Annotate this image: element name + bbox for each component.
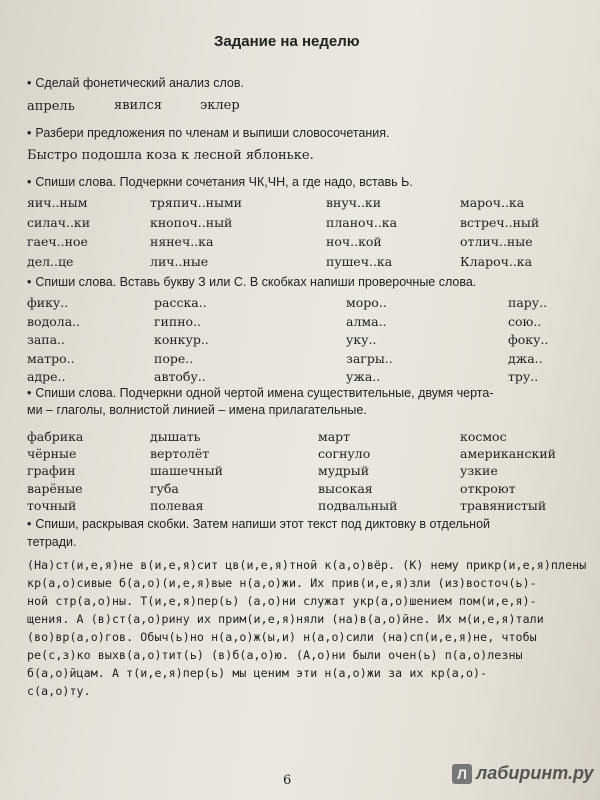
- bullet-icon: •: [27, 76, 32, 90]
- task4-word: поре..: [154, 350, 194, 366]
- task5-word: травянистый: [460, 497, 547, 513]
- task5-word: подвальный: [318, 497, 398, 513]
- task3-word: яич..ным: [27, 195, 88, 210]
- task5-word: космос: [460, 429, 507, 444]
- task5-instruction-text: Спиши слова. Подчеркни одной чертой имена существительные, двумя черта-: [35, 386, 494, 400]
- task4-word: гипно..: [154, 313, 202, 329]
- task6-text-line: с(а,о)ту.: [27, 684, 91, 698]
- task4-word: фоку..: [508, 332, 549, 347]
- task5-word: узкие: [460, 463, 498, 479]
- task1-word: эклер: [200, 98, 240, 113]
- task5-word: полевая: [150, 497, 204, 513]
- task1-instruction: [27, 76, 244, 90]
- task3-word: Клароч..ка: [460, 253, 533, 269]
- task6-text-line: кр(а,о)сивые б(а,о)(и,е,я)вые н(а,о)жи. Их прив(и,е,я)зли (из)восточ(ь)-: [27, 576, 537, 590]
- bullet-icon: •: [27, 386, 32, 400]
- task4-word: ужа..: [346, 369, 381, 384]
- task3-word: планоч..ка: [326, 214, 398, 230]
- task4-instruction: [27, 275, 476, 289]
- bullet-icon: •: [27, 175, 32, 189]
- task6-text-line: (На)ст(и,е,я)не в(и,е,я)сит цв(и,е,я)тной к(а,о)вёр. (К) нему прикр(и,е,я)плены: [27, 558, 587, 572]
- task1-instruction-text: Сделай фонетический анализ слов.: [35, 76, 244, 90]
- task4-word: джа..: [508, 350, 543, 366]
- task3-word: силач..ки: [27, 214, 91, 230]
- task5-word: точный: [27, 497, 77, 513]
- task3-word: внуч..ки: [326, 195, 382, 210]
- bullet-icon: •: [27, 126, 32, 140]
- task2-instruction: [27, 126, 390, 140]
- task4-word: автобу..: [154, 369, 206, 384]
- task3-word: мароч..ка: [460, 195, 525, 210]
- task3-word: дел..це: [27, 253, 74, 269]
- task2-instruction-text: Разбери предложения по членам и выпиши словосочетания.: [35, 126, 390, 140]
- task4-word: пару..: [508, 295, 548, 310]
- task5-instruction-line2: ми – глаголы, волнистой линией – имена прилагательные.: [27, 403, 367, 417]
- task4-word: загры..: [346, 350, 393, 366]
- task4-word: матро..: [27, 350, 75, 366]
- task5-word: дышать: [150, 429, 201, 444]
- task5-word: шашечный: [150, 463, 223, 479]
- task6-instruction-line2: тетради.: [27, 535, 77, 549]
- task5-instruction-line1: [27, 386, 494, 400]
- task4-word: моро..: [346, 295, 387, 310]
- page-number: 6: [283, 773, 292, 788]
- page-title: Задание на неделю: [214, 33, 360, 50]
- task3-instruction: [27, 175, 413, 189]
- task3-word: отлич..ные: [460, 234, 533, 249]
- task4-word: тру..: [508, 369, 539, 384]
- task5-word: чёрные: [27, 446, 77, 462]
- task6-text-line: ной стр(а,о)ны. Т(и,е,я)пер(ь) (а,о)ни служат укр(а,о)шением пом(и,е,я)-: [27, 594, 537, 608]
- task5-word: губа: [150, 480, 179, 496]
- task5-word: фабрика: [27, 429, 84, 444]
- task6-text-line: б(а,о)йцам. А т(и,е,я)пер(ь) мы ценим эти н(а,о)жи за их кр(а,о)-: [27, 666, 488, 680]
- task5-word: графин: [27, 463, 76, 479]
- task6-text-line: ре(с,з)ко выхв(а,о)тит(ь) (в)б(а,о)ю. (А,о)ни были очен(ь) п(а,о)лезны: [27, 648, 523, 662]
- task4-word: конкур..: [154, 332, 209, 347]
- task5-word: вертолёт: [150, 446, 210, 462]
- task4-word: фику..: [27, 295, 69, 310]
- task4-instruction-text: Спиши слова. Вставь букву З или С. В скобках напиши проверочные слова.: [35, 275, 477, 289]
- task5-word: согнуло: [318, 446, 371, 462]
- task3-word: лич..ные: [150, 253, 209, 269]
- watermark-text: лабиринт.ру: [476, 763, 594, 783]
- task3-word: встреч..ный: [460, 214, 540, 230]
- task5-word: откроют: [460, 480, 516, 496]
- labirint-logo-icon: Л: [452, 764, 472, 784]
- task2-sentence: Быстро подошла коза к лесной яблоньке.: [27, 148, 314, 163]
- task3-instruction-text: Спиши слова. Подчеркни сочетания ЧК,ЧН, а где надо, вставь Ь.: [35, 175, 413, 189]
- task4-word: запа..: [27, 332, 66, 347]
- task1-word: апрель: [27, 99, 75, 114]
- task3-word: тряпич..ными: [150, 195, 243, 210]
- task5-word: высокая: [318, 480, 373, 496]
- task6-text-line: (во)вр(а,о)гов. Обыч(ь)но н(а,о)ж(ы,и) н(а,о)сили (на)сп(и,е,я)не, чтобы: [27, 630, 537, 644]
- task1-word: явился: [114, 98, 162, 113]
- task4-word: расска..: [154, 295, 207, 310]
- task5-word: варёные: [27, 480, 83, 496]
- task6-instruction-text: Спиши, раскрывая скобки. Затем напиши этот текст под диктовку в отдельной: [35, 517, 491, 531]
- task6-text-line: щения. А (в)ст(а,о)рину их прим(и,е,я)няли (на)в(а,о)йне. Их м(и,е,я)тали: [27, 612, 544, 626]
- task3-word: пушеч..ка: [326, 253, 393, 269]
- task4-word: сою..: [508, 313, 542, 329]
- task4-word: алма..: [346, 313, 387, 329]
- task6-instruction-line1: [27, 517, 490, 531]
- bullet-icon: •: [27, 275, 32, 289]
- task4-word: уку..: [346, 332, 377, 347]
- task3-word: кнопоч..ный: [150, 214, 233, 230]
- watermark-logo: [452, 763, 594, 784]
- task3-word: нянеч..ка: [150, 234, 214, 249]
- task4-word: адре..: [27, 369, 66, 384]
- task5-word: мудрый: [318, 463, 370, 479]
- bullet-icon: •: [27, 517, 32, 531]
- task5-word: американский: [460, 446, 556, 462]
- task3-word: ноч..кой: [326, 234, 382, 249]
- task3-word: гаеч..ное: [27, 234, 88, 249]
- task4-word: водола..: [27, 313, 81, 329]
- task5-word: март: [318, 429, 351, 444]
